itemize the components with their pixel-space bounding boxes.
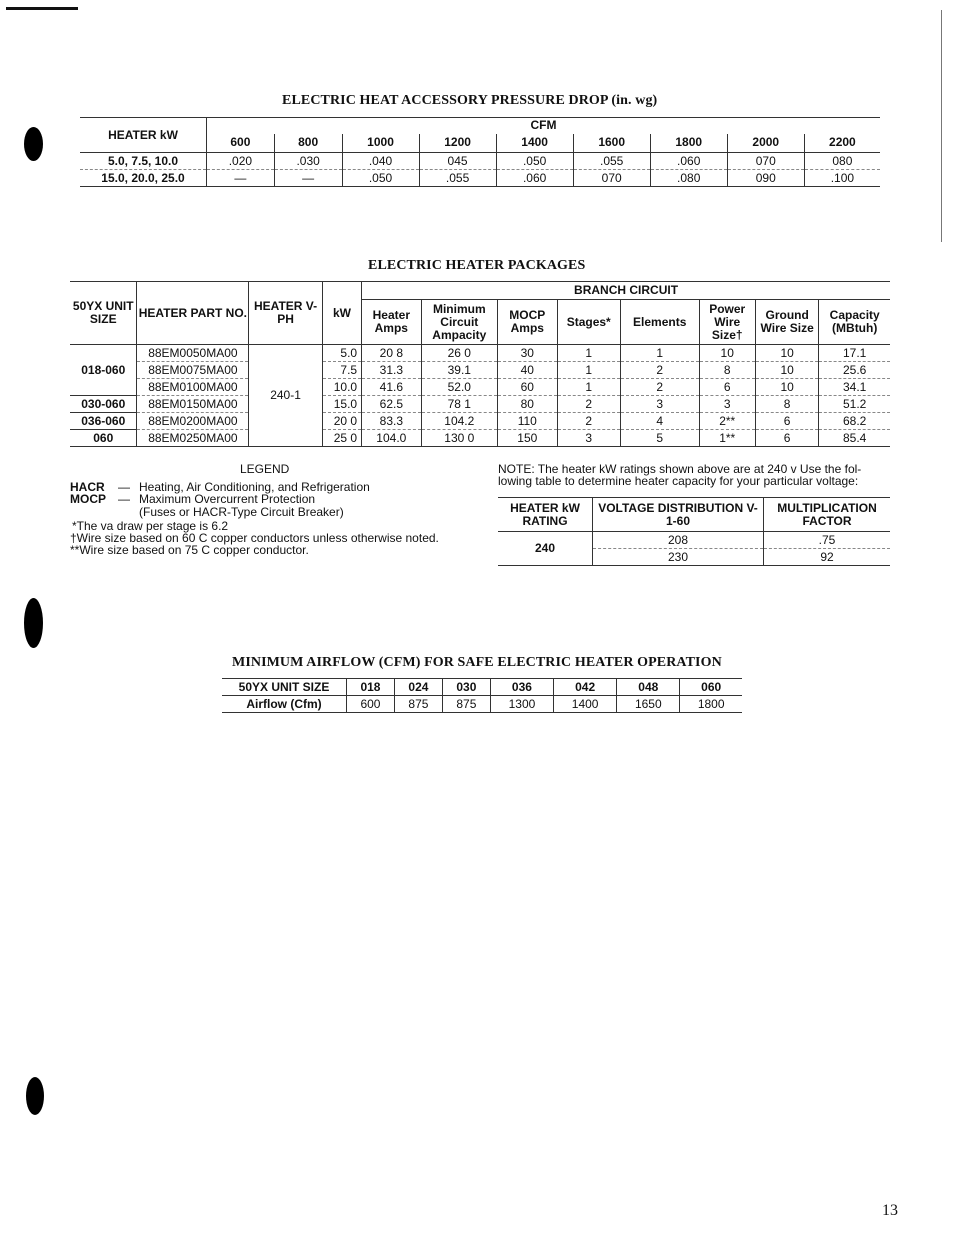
ground-wire-cell: 10 <box>755 379 818 396</box>
pressure-drop-cell: .050 <box>342 170 419 187</box>
elements-header: Elements <box>620 300 699 345</box>
part-no-cell: 88EM0075MA00 <box>137 362 249 379</box>
package-row <box>70 379 890 396</box>
min-circuit-cell: 78 1 <box>421 396 498 413</box>
stages-cell: 2 <box>557 396 620 413</box>
power-wire-cell: 2** <box>699 413 755 430</box>
binder-hole-punch <box>24 127 43 161</box>
package-row <box>70 396 890 413</box>
pressure-drop-cell: 090 <box>727 170 804 187</box>
unit-size-column: 060 <box>680 679 742 696</box>
mocp-cell: 110 <box>498 413 557 430</box>
legend-abbr-mocp: MOCP <box>70 492 106 506</box>
cfm-header: CFM <box>207 118 881 134</box>
mocp-cell: 30 <box>498 345 557 362</box>
elements-cell: 3 <box>620 396 699 413</box>
stages-cell: 1 <box>557 345 620 362</box>
airflow-title: MINIMUM AIRFLOW (CFM) FOR SAFE ELECTRIC HEATER OPERATION <box>232 655 722 670</box>
heater-amps-cell: 104.0 <box>362 430 421 447</box>
top-corner-rule <box>6 7 78 10</box>
page-number: 13 <box>882 1202 898 1219</box>
capacity-cell: 17.1 <box>819 345 890 362</box>
legend-dash: — <box>118 480 130 494</box>
pressure-drop-cell: — <box>274 170 342 187</box>
footnote-stage-va: *The va draw per stage is 6.2 <box>72 519 229 533</box>
legend-abbr-hacr: HACR <box>70 480 105 494</box>
binder-hole-punch <box>24 598 43 648</box>
right-margin-rule <box>941 10 942 242</box>
kw-cell: 7.5 <box>322 362 361 379</box>
stages-cell: 2 <box>557 413 620 430</box>
pressure-drop-row <box>80 153 880 170</box>
vph-header: HEATER V-PH <box>249 282 323 345</box>
heater-amps-cell: 62.5 <box>362 396 421 413</box>
binder-hole-punch <box>26 1077 44 1115</box>
pressure-drop-cell: .050 <box>496 153 573 170</box>
pressure-drop-cell: 080 <box>804 153 880 170</box>
factor-208: .75 <box>764 532 891 549</box>
capacity-cell: 34.1 <box>819 379 890 396</box>
voltage-230: 230 <box>593 549 764 566</box>
unit-size-cell: 036-060 <box>70 413 137 430</box>
legend-text-mocp: Maximum Overcurrent Protection <box>139 492 316 506</box>
package-row <box>70 345 890 362</box>
mocp-header: MOCP Amps <box>498 300 557 345</box>
cfm-column-header: 1200 <box>419 134 496 153</box>
rating-240: 240 <box>498 532 593 566</box>
footnote-wire-75c: **Wire size based on 75 C copper conductor. <box>70 543 309 557</box>
min-circuit-cell: 39.1 <box>421 362 498 379</box>
min-circuit-cell: 26 0 <box>421 345 498 362</box>
unit-size-column: 030 <box>442 679 490 696</box>
branch-circuit-header: BRANCH CIRCUIT <box>362 282 890 300</box>
power-wire-cell: 1** <box>699 430 755 447</box>
pressure-drop-cell: .020 <box>207 153 275 170</box>
mocp-cell: 150 <box>498 430 557 447</box>
elements-cell: 5 <box>620 430 699 447</box>
pressure-drop-cell: .055 <box>573 153 650 170</box>
pressure-drop-cell: .080 <box>650 170 727 187</box>
legend-title: LEGEND <box>240 462 290 476</box>
unit-size-cell: 030-060 <box>70 396 137 413</box>
min-circuit-cell: 52.0 <box>421 379 498 396</box>
power-wire-cell: 6 <box>699 379 755 396</box>
part-no-cell: 88EM0100MA00 <box>137 379 249 396</box>
kw-cell: 20 0 <box>322 413 361 430</box>
heater-kw-label: 15.0, 20.0, 25.0 <box>80 170 207 187</box>
power-wire-cell: 10 <box>699 345 755 362</box>
ground-wire-cell: 10 <box>755 345 818 362</box>
pressure-drop-cell: .055 <box>419 170 496 187</box>
pressure-drop-row <box>80 170 880 187</box>
airflow-cell: 1650 <box>617 696 680 713</box>
mocp-cell: 40 <box>498 362 557 379</box>
pressure-drop-cell: — <box>207 170 275 187</box>
legend-dash: — <box>118 492 130 506</box>
cfm-column-header: 1600 <box>573 134 650 153</box>
package-row <box>70 430 890 447</box>
unit-size-column: 024 <box>394 679 442 696</box>
cfm-column-header: 1400 <box>496 134 573 153</box>
heater-amps-header: Heater Amps <box>362 300 421 345</box>
unit-size-column: 018 <box>347 679 395 696</box>
min-circuit-cell: 104.2 <box>421 413 498 430</box>
mocp-cell: 60 <box>498 379 557 396</box>
part-no-cell: 88EM0250MA00 <box>137 430 249 447</box>
footnote-wire-60c: †Wire size based on 60 C copper conductors unless otherwise noted. <box>70 531 439 545</box>
power-wire-cell: 3 <box>699 396 755 413</box>
kw-rating-header: HEATER kW RATING <box>498 498 593 532</box>
kw-cell: 15.0 <box>322 396 361 413</box>
part-no-cell: 88EM0050MA00 <box>137 345 249 362</box>
capacity-header: Capacity (MBtuh) <box>819 300 890 345</box>
airflow-cell: 875 <box>442 696 490 713</box>
heater-kw-header: HEATER kW <box>80 118 207 153</box>
legend-text-hacr: Heating, Air Conditioning, and Refrigeration <box>139 480 370 494</box>
voltage-distribution-header: VOLTAGE DISTRIBUTION V-1-60 <box>593 498 764 532</box>
pressure-drop-table <box>80 117 880 187</box>
cfm-column-header: 2000 <box>727 134 804 153</box>
capacity-cell: 85.4 <box>819 430 890 447</box>
legend-mocp-note: (Fuses or HACR-Type Circuit Breaker) <box>139 505 344 519</box>
unit-size-cell: 060 <box>70 430 137 447</box>
unit-size-column: 048 <box>617 679 680 696</box>
kw-cell: 10.0 <box>322 379 361 396</box>
min-circuit-cell: 130 0 <box>421 430 498 447</box>
ground-wire-cell: 6 <box>755 430 818 447</box>
heater-kw-label: 5.0, 7.5, 10.0 <box>80 153 207 170</box>
pressure-drop-cell: 070 <box>727 153 804 170</box>
airflow-label: Airflow (Cfm) <box>222 696 347 713</box>
elements-cell: 4 <box>620 413 699 430</box>
package-row <box>70 362 890 379</box>
unit-size-header: 50YX UNIT SIZE <box>70 282 137 345</box>
airflow-cell: 1400 <box>554 696 617 713</box>
stages-cell: 3 <box>557 430 620 447</box>
pressure-drop-title: ELECTRIC HEAT ACCESSORY PRESSURE DROP (in. wg) <box>282 93 658 108</box>
min-circuit-header: Minimum Circuit Ampacity <box>421 300 498 345</box>
stages-cell: 1 <box>557 379 620 396</box>
ground-wire-cell: 8 <box>755 396 818 413</box>
ground-wire-cell: 6 <box>755 413 818 430</box>
voltage-208: 208 <box>593 532 764 549</box>
airflow-cell: 1800 <box>680 696 742 713</box>
pressure-drop-cell: .060 <box>496 170 573 187</box>
pressure-drop-cell: 070 <box>573 170 650 187</box>
airflow-cell: 600 <box>347 696 395 713</box>
cfm-column-header: 1000 <box>342 134 419 153</box>
airflow-cell: 875 <box>394 696 442 713</box>
kw-cell: 5.0 <box>322 345 361 362</box>
heater-packages-table <box>70 281 890 447</box>
cfm-column-header: 800 <box>274 134 342 153</box>
multiplication-factor-table <box>498 497 890 566</box>
elements-cell: 2 <box>620 379 699 396</box>
capacity-cell: 51.2 <box>819 396 890 413</box>
packages-title: ELECTRIC HEATER PACKAGES <box>368 258 586 273</box>
heater-amps-cell: 20 8 <box>362 345 421 362</box>
power-wire-cell: 8 <box>699 362 755 379</box>
pressure-drop-cell: .100 <box>804 170 880 187</box>
part-no-header: HEATER PART NO. <box>137 282 249 345</box>
kw-header: kW <box>322 282 361 345</box>
cfm-column-header: 1800 <box>650 134 727 153</box>
unit-size-label: 50YX UNIT SIZE <box>222 679 347 696</box>
heater-amps-cell: 31.3 <box>362 362 421 379</box>
unit-size-column: 042 <box>554 679 617 696</box>
ground-wire-cell: 10 <box>755 362 818 379</box>
stages-header: Stages* <box>557 300 620 345</box>
package-row <box>70 413 890 430</box>
pressure-drop-cell: .060 <box>650 153 727 170</box>
part-no-cell: 88EM0200MA00 <box>137 413 249 430</box>
unit-size-cell: 018-060 <box>70 345 137 396</box>
cfm-column-header: 600 <box>207 134 275 153</box>
power-wire-header: Power Wire Size† <box>699 300 755 345</box>
unit-size-column: 036 <box>490 679 553 696</box>
heater-amps-cell: 41.6 <box>362 379 421 396</box>
voltage-note-line1: NOTE: The heater kW ratings shown above are at 240 v Use the fol- <box>498 462 862 476</box>
ground-wire-header: Ground Wire Size <box>755 300 818 345</box>
heater-amps-cell: 83.3 <box>362 413 421 430</box>
elements-cell: 1 <box>620 345 699 362</box>
stages-cell: 1 <box>557 362 620 379</box>
capacity-cell: 68.2 <box>819 413 890 430</box>
airflow-cell: 1300 <box>490 696 553 713</box>
kw-cell: 25 0 <box>322 430 361 447</box>
part-no-cell: 88EM0150MA00 <box>137 396 249 413</box>
minimum-airflow-table <box>222 678 742 713</box>
mocp-cell: 80 <box>498 396 557 413</box>
voltage-phase-cell: 240-1 <box>249 345 323 447</box>
capacity-cell: 25.6 <box>819 362 890 379</box>
pressure-drop-cell: .040 <box>342 153 419 170</box>
pressure-drop-cell: 045 <box>419 153 496 170</box>
factor-230: 92 <box>764 549 891 566</box>
cfm-column-header: 2200 <box>804 134 880 153</box>
pressure-drop-cell: .030 <box>274 153 342 170</box>
elements-cell: 2 <box>620 362 699 379</box>
multiplication-factor-header: MULTIPLICATION FACTOR <box>764 498 891 532</box>
voltage-note-line2: lowing table to determine heater capacity for your particular voltage: <box>498 474 859 488</box>
